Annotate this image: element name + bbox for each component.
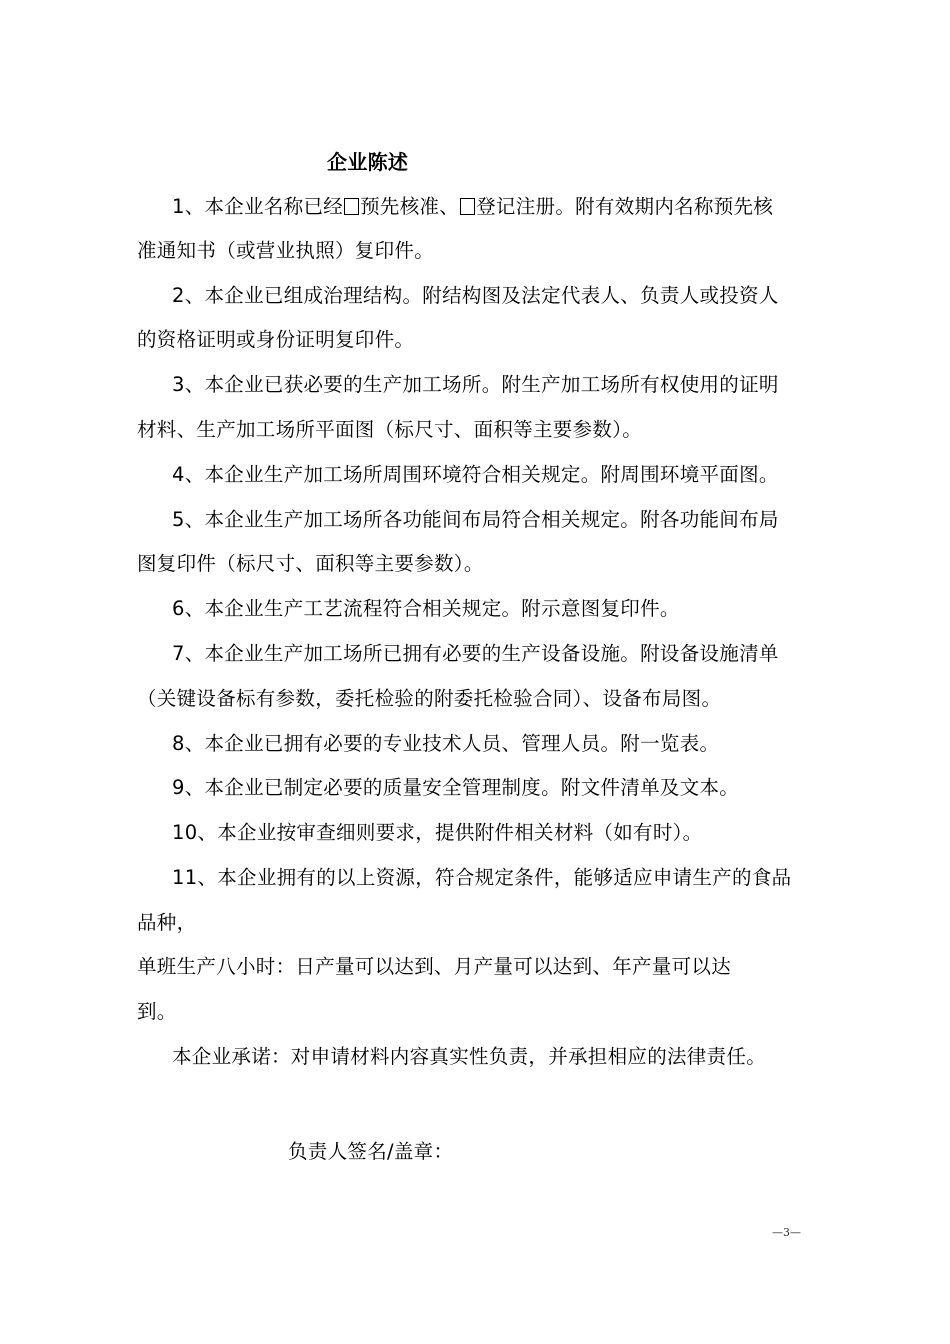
item-1-line-2: 准通知书（或营业执照）复印件。 [137, 239, 435, 262]
item-2-line-2: 的资格证明或身份证明复印件。 [137, 328, 415, 351]
item-4-line-1: 4、本企业生产加工场所周围环境符合相关规定。附周围环境平面图。 [172, 463, 779, 486]
item-1-text-a: 1、本企业名称已经 [172, 195, 344, 218]
checkbox-registered[interactable] [460, 198, 475, 215]
item-7-line-1: 7、本企业生产加工场所已拥有必要的生产设备设施。附设备设施清单 [172, 642, 779, 665]
capacity-line-2: 到。 [137, 1000, 177, 1023]
item-1-line-1 [172, 195, 773, 219]
item-11-line-2: 品种， [137, 911, 197, 934]
item-1-text-c: 登记注册。附有效期内名称预先核 [476, 195, 774, 218]
item-10-line-1: 10、本企业按审查细则要求，提供附件相关材料（如有时）。 [172, 821, 703, 844]
item-2-line-1: 2、本企业已组成治理结构。附结构图及法定代表人、负责人或投资人 [172, 284, 779, 307]
item-1-text-b: 预先核准、 [360, 195, 460, 218]
page-title: 企业陈述 [327, 150, 409, 174]
page-number: —3— [772, 1226, 801, 1239]
item-7-line-2: （关键设备标有参数，委托检验的附委托检验合同）、设备布局图。 [137, 687, 722, 710]
commitment-statement: 本企业承诺：对申请材料内容真实性负责，并承担相应的法律责任。 [172, 1045, 767, 1068]
signature-label: 负责人签名/盖章： [288, 1140, 454, 1163]
item-11-line-1: 11、本企业拥有的以上资源，符合规定条件，能够适应申请生产的食品 [172, 866, 792, 889]
item-3-line-1: 3、本企业已获必要的生产加工场所。附生产加工场所有权使用的证明 [172, 373, 779, 396]
item-6-line-1: 6、本企业生产工艺流程符合相关规定。附示意图复印件。 [172, 597, 680, 620]
item-9-line-1: 9、本企业已制定必要的质量安全管理制度。附文件清单及文本。 [172, 776, 740, 799]
checkbox-preapproval[interactable] [344, 198, 359, 215]
capacity-line-1: 单班生产八小时：日产量可以达到、月产量可以达到、年产量可以达 [137, 955, 732, 978]
item-5-line-2: 图复印件（标尺寸、面积等主要参数）。 [137, 552, 484, 575]
item-8-line-1: 8、本企业已拥有必要的专业技术人员、管理人员。附一览表。 [172, 732, 720, 755]
item-5-line-1: 5、本企业生产加工场所各功能间布局符合相关规定。附各功能间布局 [172, 508, 779, 531]
item-3-line-2: 材料、生产加工场所平面图（标尺寸、面积等主要参数）。 [137, 418, 643, 441]
